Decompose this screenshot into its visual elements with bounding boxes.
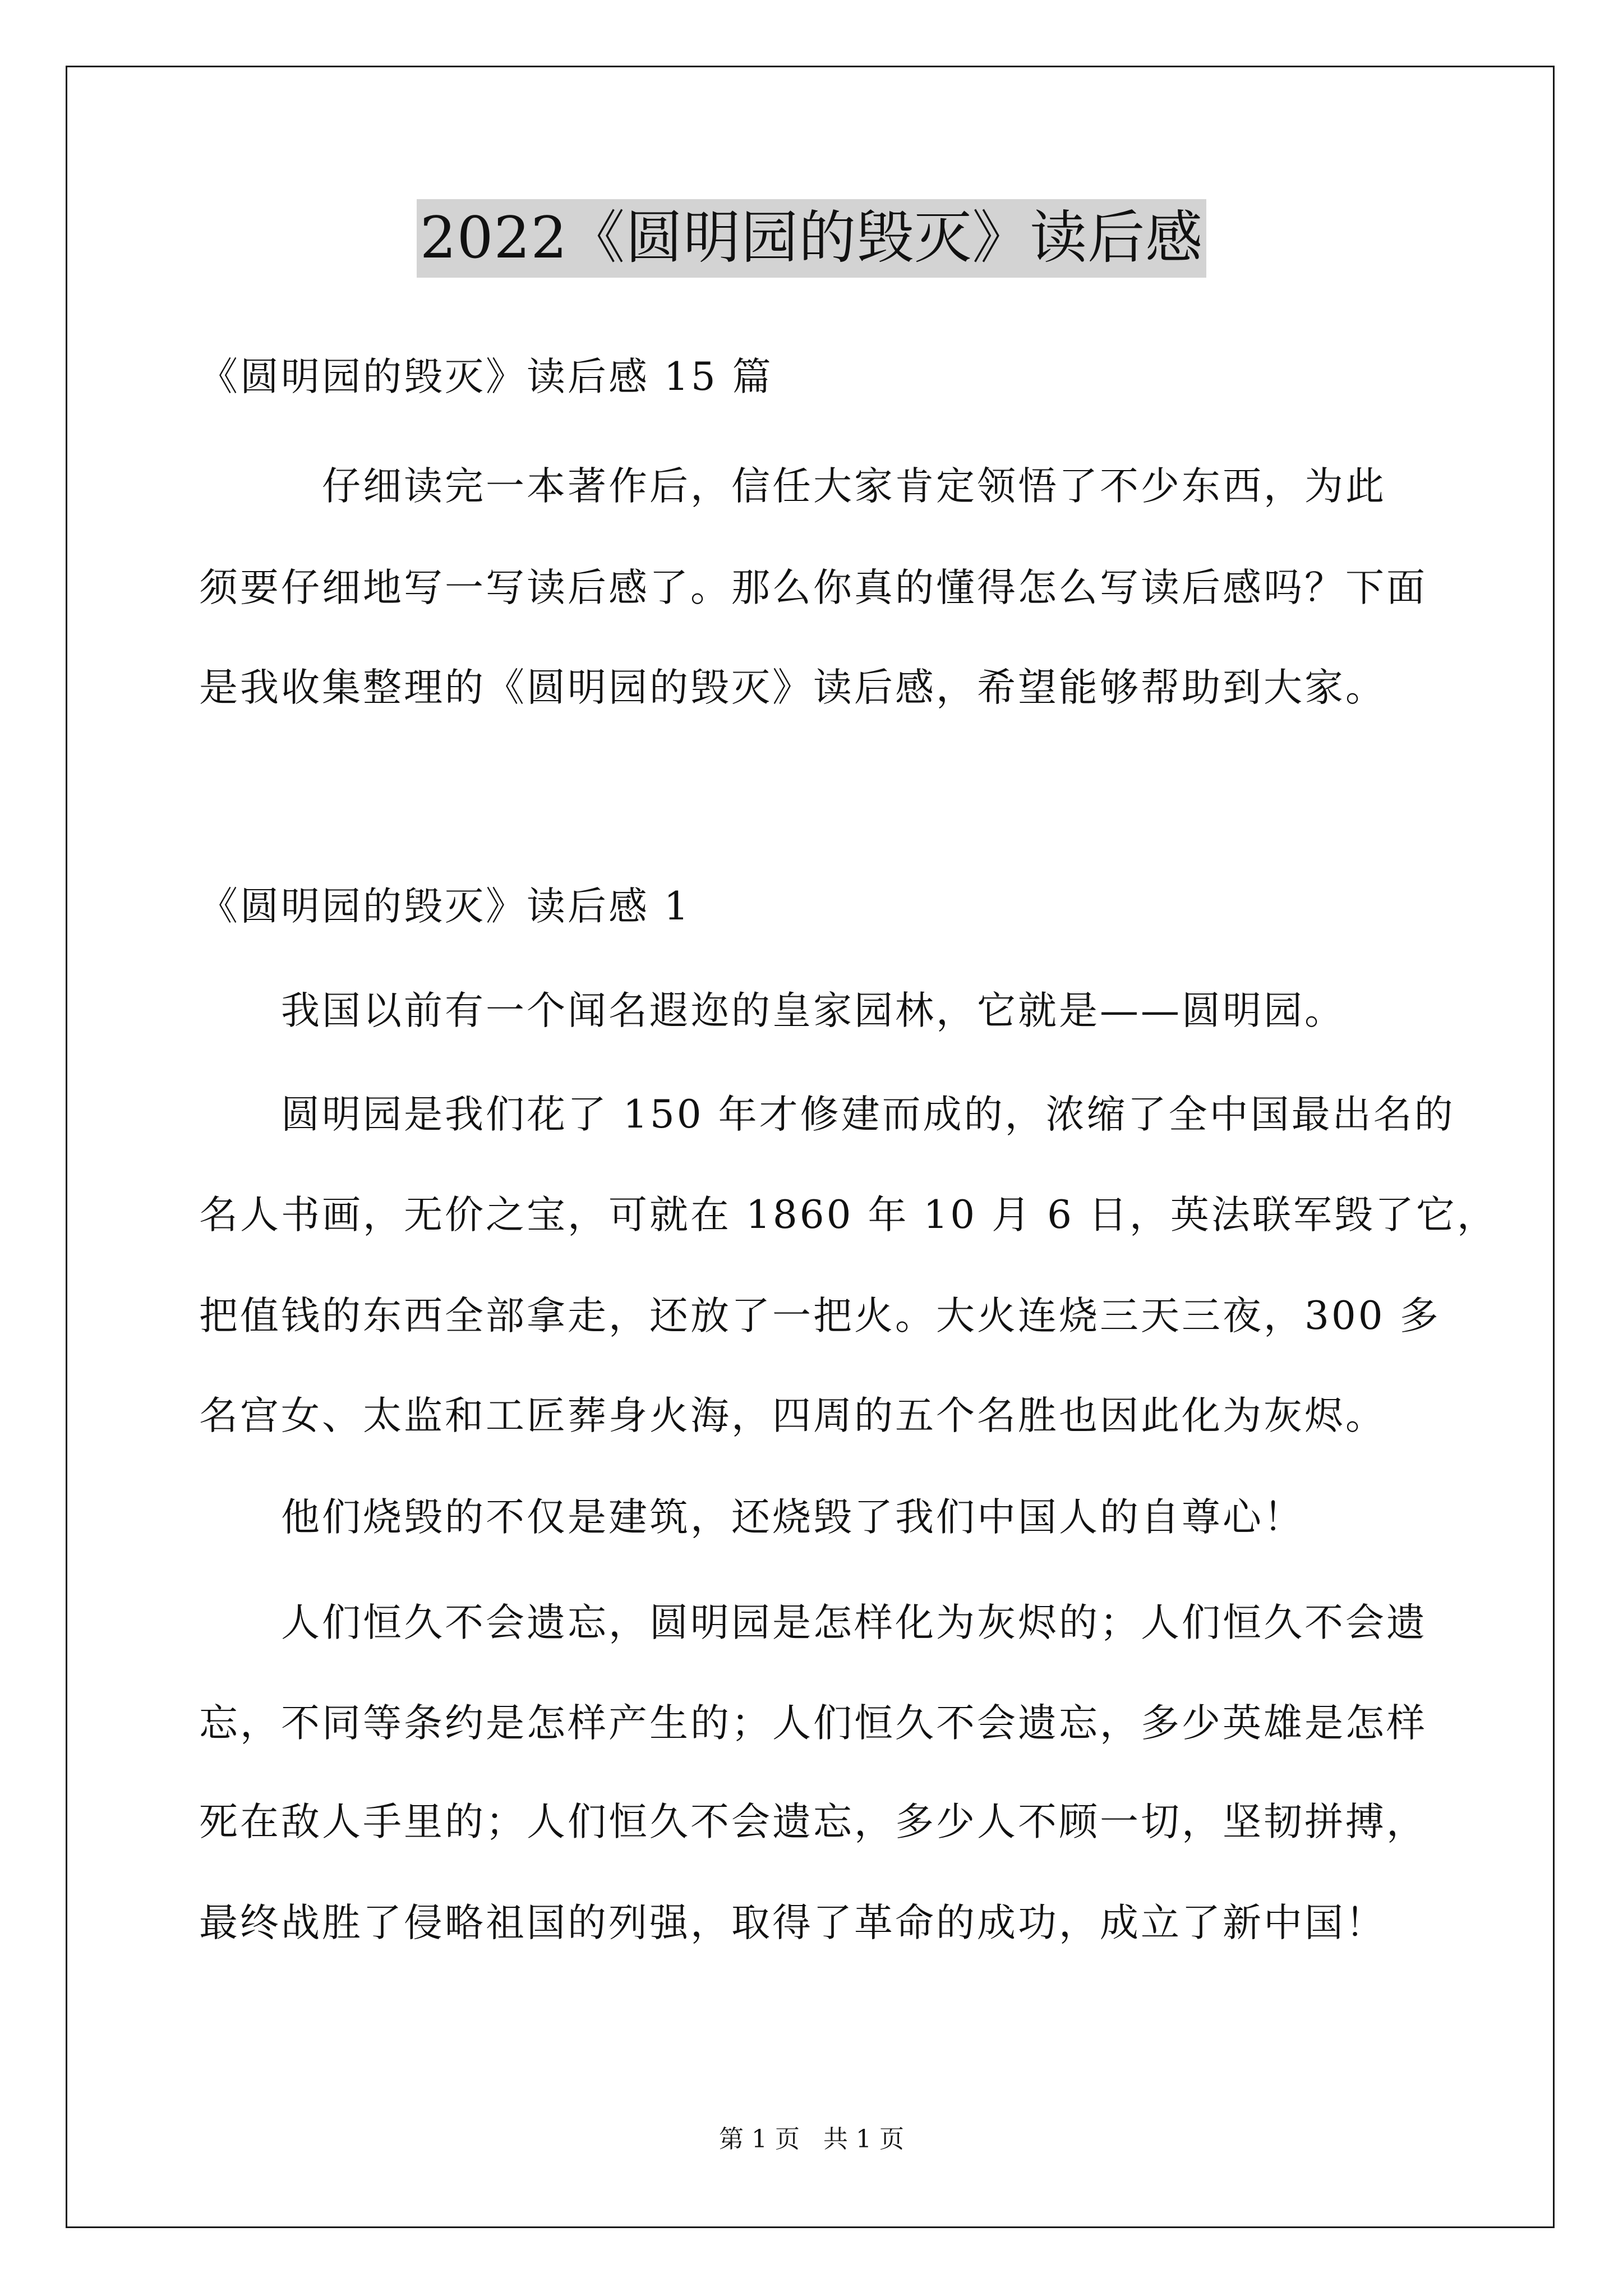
document-title: 2022《圆明园的毁灭》读后感 xyxy=(417,199,1207,278)
text-line: 最终战胜了侵略祖国的列强，取得了革命的成功，成立了新中国！ xyxy=(199,1901,1386,1945)
text-line: 名宫女、太监和工匠葬身火海，四周的五个名胜也因此化为灰烬。 xyxy=(199,1393,1386,1438)
title-container xyxy=(0,199,1623,278)
page-total: 共 1 页 xyxy=(823,2125,904,2154)
text-line: 圆明园是我们花了 150 年才修建而成的，浓缩了全中国最出名的 xyxy=(199,1092,1455,1137)
subtitle-line: 《圆明园的毁灭》读后感 15 篇 xyxy=(199,355,773,399)
text-line: 死在敌人手里的；人们恒久不会遗忘，多少人不顾一切，坚韧拼搏， xyxy=(199,1800,1427,1844)
text-line: 须要仔细地写一写读后感了。那么你真的懂得怎么写读后感吗？下面 xyxy=(199,565,1427,610)
text-line: 我国以前有一个闻名遐迩的皇家园林，它就是——圆明园。 xyxy=(199,988,1345,1033)
text-line: 名人书画，无价之宝，可就在 1860 年 10 月 6 日，英法联军毁了它， xyxy=(199,1193,1498,1237)
text-line: 人们恒久不会遗忘，圆明园是怎样化为灰烬的；人们恒久不会遗 xyxy=(199,1600,1427,1645)
page-footer xyxy=(0,2123,1623,2156)
text-line: 他们烧毁的不仅是建筑，还烧毁了我们中国人的自尊心！ xyxy=(199,1495,1304,1540)
page-number: 第 1 页 xyxy=(719,2125,800,2154)
text-line: 把值钱的东西全部拿走，还放了一把火。大火连烧三天三夜，300 多 xyxy=(199,1294,1441,1338)
text-line: 是我收集整理的《圆明园的毁灭》读后感，希望能够帮助到大家。 xyxy=(199,665,1386,710)
section-heading: 《圆明园的毁灭》读后感 1 xyxy=(199,884,691,929)
text-line: 仔细读完一本著作后，信任大家肯定领悟了不少东西，为此 xyxy=(199,464,1386,509)
text-line: 忘，不同等条约是怎样产生的；人们恒久不会遗忘，多少英雄是怎样 xyxy=(199,1701,1427,1746)
